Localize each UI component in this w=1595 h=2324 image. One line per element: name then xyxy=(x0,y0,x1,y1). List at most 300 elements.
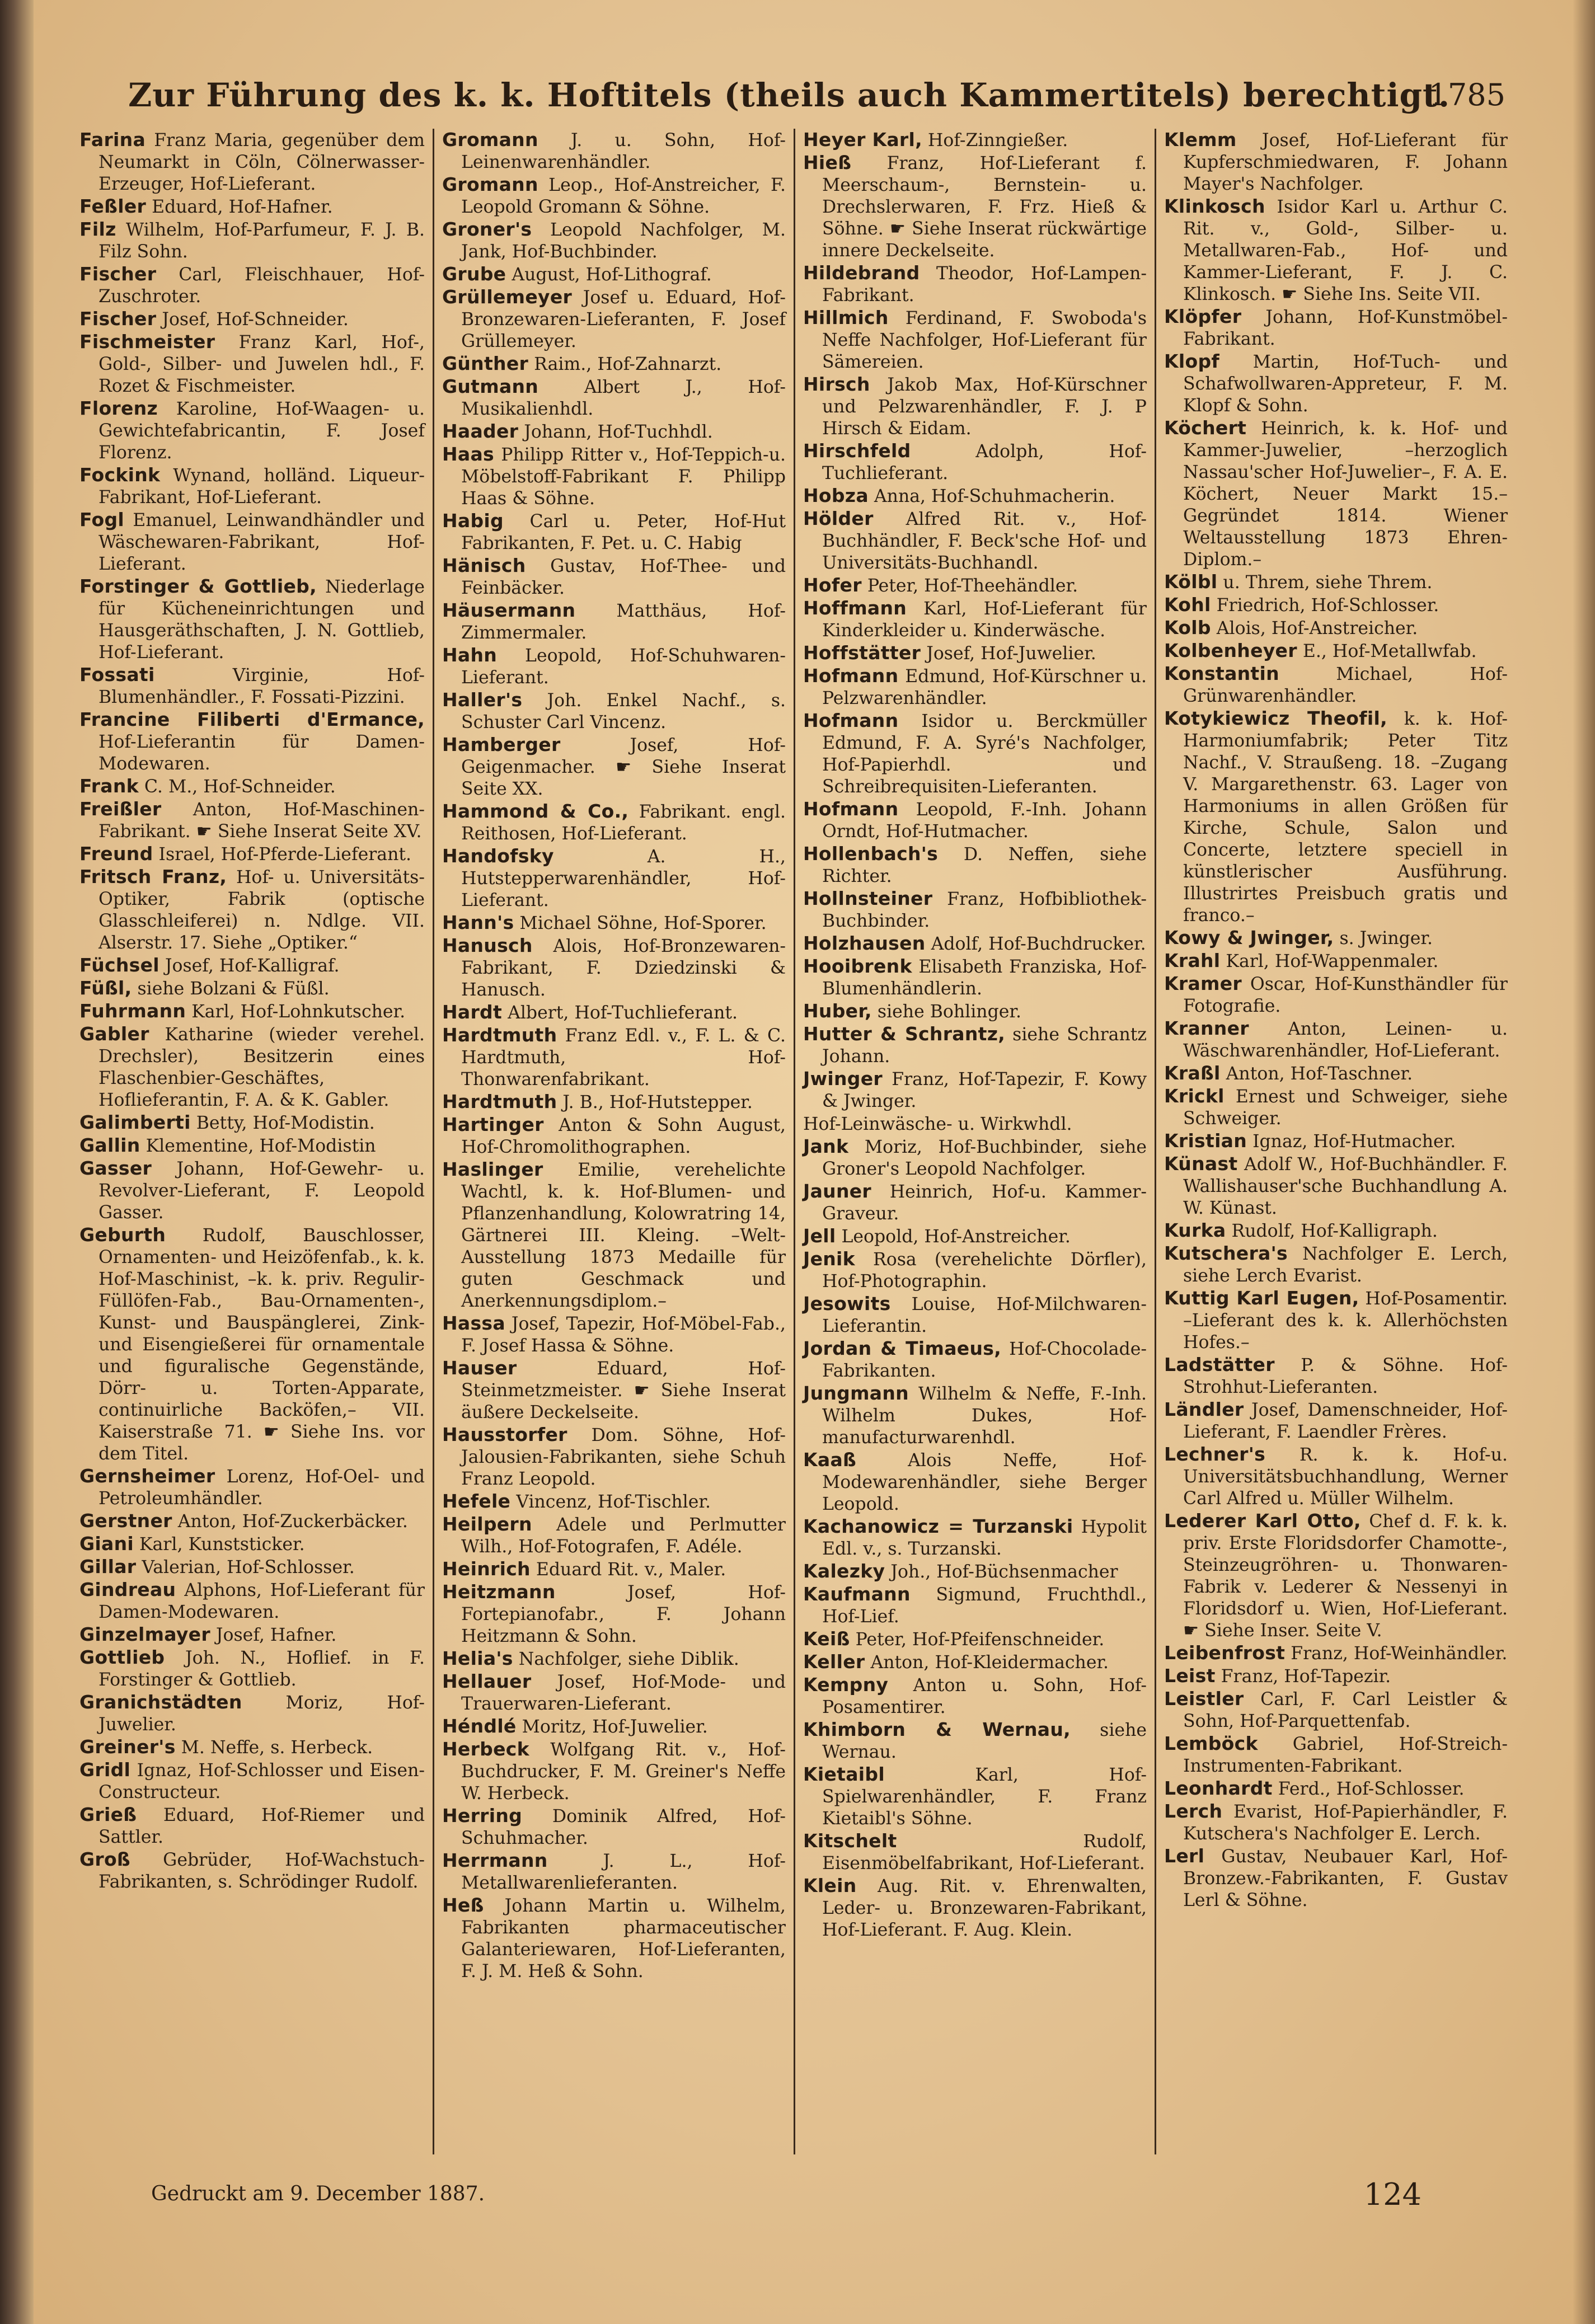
entry-text: siehe Wernau. xyxy=(822,1720,1147,1762)
entry-text: Dominik Alfred, Hof-Schuhmacher. xyxy=(461,1806,786,1848)
entry-text: Karl, Hof-Spielwarenhändler, F. Franz Kietaibl's Söhne. xyxy=(822,1765,1147,1829)
directory-entry xyxy=(1164,1642,1508,1665)
entry-name: Kramer xyxy=(1164,973,1242,994)
entry-text: A. H., Hutstepperwarenhändler, Hof-Lieferant. xyxy=(461,847,786,910)
entry-text: Adolf, Hof-Buchdrucker. xyxy=(925,934,1146,954)
entry-text: Moritz, Hof-Juwelier. xyxy=(516,1717,708,1737)
directory-entry xyxy=(1164,617,1508,640)
entry-name: Hölder xyxy=(803,508,874,529)
directory-entry xyxy=(442,1805,786,1849)
entry-name: Heinrich xyxy=(442,1558,531,1580)
directory-entry xyxy=(1164,129,1508,195)
directory-entry xyxy=(803,710,1147,798)
entry-name: Jesowits xyxy=(803,1293,891,1314)
entry-name: Kietaibl xyxy=(803,1763,885,1785)
entry-name: Groß xyxy=(79,1848,130,1870)
entry-name: Krahl xyxy=(1164,950,1221,971)
entry-name: Gromann xyxy=(442,173,538,195)
directory-entry xyxy=(803,129,1147,152)
directory-entry xyxy=(442,912,786,935)
directory-entry xyxy=(442,1424,786,1490)
entry-name: Helia's xyxy=(442,1647,513,1669)
entry-text: P. & Söhne. Hof-Strohhut-Lieferanten. xyxy=(1183,1355,1508,1397)
entry-name: Grieß xyxy=(79,1804,137,1825)
entry-name: Lederer Karl Otto, xyxy=(1164,1510,1361,1532)
entry-text: Rosa (verehelichte Dörfler), Hof-Photographin. xyxy=(822,1250,1147,1292)
entry-name: Kölbl xyxy=(1164,571,1218,593)
entry-name: Jenik xyxy=(803,1248,855,1270)
entry-text: Emanuel, Leinwandhändler und Wäschewaren-Fabrikant, Hof-Lieferant. xyxy=(98,510,425,574)
entry-text: Josef, Hof-Schneider. xyxy=(156,309,349,330)
directory-entry xyxy=(79,775,425,798)
directory-entry xyxy=(803,262,1147,307)
directory-entry xyxy=(1164,195,1508,306)
entry-name: Hofmann xyxy=(803,665,899,687)
directory-entry xyxy=(79,977,425,1000)
entry-text: Hof- u. Universitäts-Optiker, Fabrik (optische Glasschleiferei) n. Ndlge. VII. Alserstr. 17. Siehe „Optiker.“ xyxy=(98,867,425,953)
directory-entry xyxy=(803,1068,1147,1112)
entry-text: Karl, Hof-Lohnkutscher. xyxy=(186,1002,406,1022)
entry-name: Kaaß xyxy=(803,1449,857,1471)
entry-text: Nachfolger E. Lerch, siehe Lerch Evarist. xyxy=(1183,1244,1508,1286)
directory-entry xyxy=(1164,594,1508,617)
entry-name: Haller's xyxy=(442,689,523,711)
entry-text: Friedrich, Hof-Schlosser. xyxy=(1211,595,1439,616)
entry-name: Haader xyxy=(442,420,519,442)
entry-name: Kolbenheyer xyxy=(1164,640,1297,661)
directory-entry xyxy=(1164,1398,1508,1443)
entry-name: Fischer xyxy=(79,263,157,285)
entry-text: Albert J., Hof-Musikalienhdl. xyxy=(461,377,786,419)
directory-entry xyxy=(442,644,786,689)
entry-text: Adolph, Hof-Tuchlieferant. xyxy=(822,442,1147,483)
directory-entry xyxy=(442,218,786,263)
entry-text: Albert, Hof-Tuchlieferant. xyxy=(502,1003,738,1023)
directory-entry xyxy=(79,1579,425,1623)
directory-entry xyxy=(803,888,1147,932)
directory-entry xyxy=(442,1001,786,1024)
entry-text: Franz, Hof-Weinhändler. xyxy=(1285,1644,1508,1664)
entry-text: Josef, Hof-Fortepianofabr., F. Johann Heitzmann & Sohn. xyxy=(461,1583,786,1646)
entry-name: Khimborn & Wernau, xyxy=(803,1719,1071,1740)
directory-entry xyxy=(79,331,425,397)
directory-entry xyxy=(1164,571,1508,594)
entry-name: Klöpfer xyxy=(1164,306,1242,327)
entry-name: Krickl xyxy=(1164,1085,1225,1107)
directory-entry xyxy=(803,508,1147,574)
entry-name: Gillar xyxy=(79,1556,137,1577)
directory-entry xyxy=(803,1515,1147,1560)
entry-text: Anton, Hof-Maschinen-Fabrikant. ☛ Siehe Inserat Seite XV. xyxy=(98,800,425,842)
directory-entry xyxy=(1164,927,1508,950)
entry-name: Fischer xyxy=(79,308,157,330)
entry-name: Francine Filiberti d'Ermance, xyxy=(79,708,425,730)
directory-entry xyxy=(79,954,425,977)
directory-entry xyxy=(1164,1510,1508,1642)
entry-name: Geburth xyxy=(79,1224,166,1246)
directory-entry xyxy=(803,1583,1147,1628)
entry-text: siehe Schrantz Johann. xyxy=(822,1025,1147,1067)
entry-name: Lemböck xyxy=(1164,1733,1258,1754)
directory-entry xyxy=(442,1849,786,1894)
directory-entry xyxy=(79,218,425,263)
entry-text: Valerian, Hof-Schlosser. xyxy=(136,1557,355,1577)
directory-entry xyxy=(803,1719,1147,1763)
entry-name: Frank xyxy=(79,775,139,797)
entry-text: Adolf W., Hof-Buchhändler. F. Wallishauser'sche Buchhandlung A. W. Künast. xyxy=(1183,1154,1508,1218)
entry-text: Carl, F. Carl Leistler & Sohn, Hof-Parquettenfab. xyxy=(1183,1689,1508,1731)
directory-entry xyxy=(442,1558,786,1581)
directory-entry xyxy=(442,1715,786,1738)
page-edge-shadow xyxy=(1573,0,1595,2324)
entry-text: Alfred Rit. v., Hof-Buchhändler, F. Beck'sche Hof- und Universitäts-Buchhandl. xyxy=(822,509,1147,573)
entry-text: Leopold, F.-Inh. Johann Orndt, Hof-Hutmacher. xyxy=(822,800,1147,842)
entry-text: Virginie, Hof-Blumenhändler., F. Fossati-Pizzini. xyxy=(98,665,425,707)
entry-text: M. Neffe, s. Herbeck. xyxy=(175,1738,373,1758)
entry-text: Eduard, Hof-Hafner. xyxy=(146,197,333,217)
directory-entry xyxy=(79,664,425,708)
directory-entry xyxy=(1164,1219,1508,1242)
entry-text: Josef, Tapezir, Hof-Möbel-Fab., F. Josef Hassa & Söhne. xyxy=(461,1314,786,1356)
entry-name: Klopf xyxy=(1164,350,1220,372)
entry-text: Anton, Hof-Taschner. xyxy=(1220,1064,1413,1084)
directory-entry xyxy=(442,1581,786,1647)
entry-name: Hanusch xyxy=(442,935,533,956)
entry-text: Aug. Rit. v. Ehrenwalten, Leder- u. Bronzewaren-Fabrikant, Hof-Lieferant. F. Aug. Klein. xyxy=(822,1876,1147,1940)
entry-name: Leist xyxy=(1164,1665,1216,1687)
directory-entry xyxy=(803,1180,1147,1225)
entry-name: Künast xyxy=(1164,1153,1238,1175)
entry-text: Anton u. Sohn, Hof-Posamentirer. xyxy=(822,1675,1147,1717)
directory-entry xyxy=(803,1875,1147,1941)
entry-text: Ernest und Schweiger, siehe Schweiger. xyxy=(1183,1087,1508,1129)
entry-name: Hutter & Schrantz, xyxy=(803,1023,1006,1045)
directory-entry xyxy=(442,1091,786,1114)
directory-entry xyxy=(442,845,786,912)
entry-text: Matthäus, Hof-Zimmermaler. xyxy=(461,601,786,643)
entry-text: Ferd., Hof-Schlosser. xyxy=(1272,1779,1465,1799)
directory-entry xyxy=(79,1134,425,1157)
entry-name: Heilpern xyxy=(442,1513,532,1535)
entry-text: Eduard, Hof-Steinmetzmeister. ☛ Siehe Inserat äußere Deckelseite. xyxy=(461,1359,786,1422)
entry-name: Grüllemeyer xyxy=(442,286,573,308)
directory-entry xyxy=(803,440,1147,485)
directory-entry xyxy=(79,1224,425,1465)
entry-name: Kranner xyxy=(1164,1017,1249,1039)
entry-text: Joh. Enkel Nachf., s. Schuster Carl Vincenz. xyxy=(461,691,786,733)
entry-text: Edmund, Hof-Kürschner u. Pelzwarenhändler. xyxy=(822,666,1147,708)
entry-text: Franz Karl, Hof-, Gold-, Silber- und Juwelen hdl., F. Rozet & Fischmeister. xyxy=(98,332,425,396)
entry-name: Kutschera's xyxy=(1164,1242,1288,1264)
entry-text: C. M., Hof-Schneider. xyxy=(138,777,336,797)
entry-text: Michael Söhne, Hof-Sporer. xyxy=(514,913,767,933)
directory-entry xyxy=(79,1736,425,1759)
directory-entry xyxy=(1164,1733,1508,1777)
directory-entry xyxy=(442,1670,786,1715)
entry-name: Hieß xyxy=(803,152,852,173)
entry-name: Groner's xyxy=(442,218,532,240)
entry-text: J. B., Hof-Hutstepper. xyxy=(557,1092,753,1112)
entry-name: Keller xyxy=(803,1651,865,1673)
entry-name: Habig xyxy=(442,510,504,532)
directory-entry xyxy=(442,1513,786,1558)
entry-name: Florenz xyxy=(79,397,158,419)
entry-text: Rudolf, Bauschlosser, Ornamenten- und Heizöfenfab., k. k. Hof-Maschinist, –k. k. priv. Regulir-Füllöfen-Fab., Bau-Ornamenten-, Kunst- und Bauspänglerei, Zink- und Eisengießerei für ornamentale und figuralische Gegenstände, Dörr- u. Torten-Apparate, continuirliche Backöfen,– VII. Kaiserstraße 71. ☛ Siehe Ins. vor dem Titel. xyxy=(98,1226,425,1464)
directory-entry xyxy=(79,1556,425,1579)
entry-text: siehe Bolzani & Füßl. xyxy=(132,979,330,999)
entry-name: Kolb xyxy=(1164,617,1211,638)
entry-text: Hof-Posamentir. –Lieferant des k. k. Allerhöchsten Hofes.– xyxy=(1183,1289,1508,1353)
directory-entry xyxy=(79,798,425,843)
entry-text: u. Threm, siehe Threm. xyxy=(1217,572,1433,593)
entry-text: Moriz, Hof-Juwelier. xyxy=(98,1693,425,1735)
entry-name: Ladstätter xyxy=(1164,1354,1275,1375)
entry-text: Gustav, Neubauer Karl, Hof-Bronzew.-Fabrikanten, F. Gustav Lerl & Söhne. xyxy=(1183,1847,1508,1910)
directory-entry xyxy=(1164,1085,1508,1130)
entry-text: Leop., Hof-Anstreicher, F. Leopold Gromann & Söhne. xyxy=(461,175,786,217)
entry-text: Johann, Hof-Kunstmöbel-Fabrikant. xyxy=(1183,307,1508,349)
entry-text: Michael, Hof-Grünwarenhändler. xyxy=(1183,664,1508,706)
entry-name: Heß xyxy=(442,1894,484,1916)
entry-name: Jordan & Timaeus, xyxy=(803,1337,1002,1359)
entry-name: Hammond & Co., xyxy=(442,800,629,822)
entry-text: Betty, Hof-Modistin. xyxy=(190,1113,375,1133)
directory-entry xyxy=(442,1490,786,1513)
entry-text: Peter, Hof-Pfeifenschneider. xyxy=(850,1630,1105,1650)
entry-text: R. k. k. Hof-u. Universitätsbuchhandlung, Werner Carl Alfred u. Müller Wilhelm. xyxy=(1183,1445,1508,1509)
entry-text: Ignaz, Hof-Hutmacher. xyxy=(1247,1132,1456,1152)
directory-entry xyxy=(442,599,786,644)
entry-text: Chef d. F. k. k. priv. Erste Floridsdorfer Chamotte-, Steinzeugröhren- u. Thonwaren-Fabrik v. Lederer & Nessenyi in Floridsdorf u. Wien, Hof-Lieferant. ☛ Siehe Inser. Seite V. xyxy=(1183,1511,1508,1641)
entry-text: August, Hof-Lithograf. xyxy=(506,265,712,285)
entry-text: Ferdinand, F. Swoboda's Neffe Nachfolger, Hof-Lieferant für Sämereien. xyxy=(822,308,1147,372)
directory-entry xyxy=(1164,640,1508,663)
directory-columns xyxy=(72,129,1516,2154)
directory-entry xyxy=(803,665,1147,710)
entry-name: Herbeck xyxy=(442,1738,529,1760)
entry-text: Elisabeth Franziska, Hof-Blumenhändlerin. xyxy=(822,957,1147,999)
directory-entry xyxy=(803,1112,1147,1135)
directory-entry xyxy=(79,1000,425,1023)
directory-entry xyxy=(442,1024,786,1091)
entry-name: Fritsch Franz, xyxy=(79,866,227,888)
directory-entry xyxy=(442,689,786,734)
entry-text: Isidor Karl u. Arthur C. Rit. v., Gold-, Silber- u. Metallwaren-Fab., Hof- und Kammer-Lieferant, F. J. C. Klinkosch. ☛ Siehe Ins. Seite VII. xyxy=(1183,197,1508,304)
directory-entry xyxy=(442,1647,786,1670)
entry-name: Filz xyxy=(79,218,116,240)
entry-text: Raim., Hof-Zahnarzt. xyxy=(528,354,722,374)
entry-text: Josef, Damenschneider, Hof-Lieferant, F. Laendler Frères. xyxy=(1183,1400,1508,1442)
entry-name: Hardtmuth xyxy=(442,1091,557,1112)
entry-text: Hof-Chocolade-Fabrikanten. xyxy=(822,1339,1147,1381)
entry-text: Rudolf, Eisenmöbelfabrikant, Hof-Lieferant. xyxy=(822,1832,1147,1874)
directory-entry xyxy=(442,510,786,555)
directory-entry xyxy=(1164,1443,1508,1510)
entry-name: Herrmann xyxy=(442,1849,548,1871)
entry-name: Hooibrenk xyxy=(803,955,912,977)
directory-entry xyxy=(803,798,1147,843)
directory-entry xyxy=(803,1628,1147,1651)
entry-name: Ländler xyxy=(1164,1398,1244,1420)
entry-name: Forstinger & Gottlieb, xyxy=(79,575,317,597)
entry-name: Gerstner xyxy=(79,1510,172,1532)
directory-entry xyxy=(1164,1354,1508,1398)
entry-name: Feßler xyxy=(79,195,147,217)
directory-entry xyxy=(79,1759,425,1804)
column-4 xyxy=(1155,129,1516,2154)
entry-name: Hauser xyxy=(442,1357,517,1379)
entry-text: Wolfgang Rit. v., Hof-Buchdrucker, F. M. Greiner's Neffe W. Herbeck. xyxy=(461,1740,786,1804)
entry-text: Karl, Hof-Lieferant für Kinderkleider u. Kinderwäsche. xyxy=(822,599,1147,641)
directory-entry xyxy=(1164,663,1508,707)
entry-name: Hänisch xyxy=(442,555,526,576)
entry-text: siehe Bohlinger. xyxy=(871,1002,1021,1022)
entry-name: Holzhausen xyxy=(803,932,926,954)
directory-entry xyxy=(79,509,425,575)
entry-name: Hillmich xyxy=(803,307,889,328)
entry-name: Hann's xyxy=(442,912,514,933)
entry-name: Lechner's xyxy=(1164,1443,1266,1465)
directory-entry xyxy=(442,734,786,800)
directory-entry xyxy=(442,1114,786,1158)
entry-name: Füßl, xyxy=(79,977,132,999)
entry-name: Lerl xyxy=(1164,1845,1205,1867)
directory-entry xyxy=(442,1738,786,1805)
entry-name: Fossati xyxy=(79,664,155,686)
directory-entry xyxy=(442,443,786,510)
entry-name: Hartinger xyxy=(442,1114,544,1135)
entry-text: Martin, Hof-Tuch- und Schafwollwaren-Appreteur, F. M. Klopf & Sohn. xyxy=(1183,352,1508,416)
entry-name: Hofmann xyxy=(803,798,899,820)
entry-text: Nachfolger, siehe Diblik. xyxy=(513,1649,739,1669)
directory-entry xyxy=(803,307,1147,373)
entry-text: Klementine, Hof-Modistin xyxy=(140,1136,376,1156)
entry-name: Haas xyxy=(442,443,494,465)
entry-name: Gromann xyxy=(442,129,538,151)
directory-entry xyxy=(442,263,786,286)
entry-text: Franz Maria, gegenüber dem Neumarkt in Cöln, Cölnerwasser-Erzeuger, Hof-Lieferant. xyxy=(98,130,425,194)
entry-text: Karl, Hof-Wappenmaler. xyxy=(1220,951,1439,971)
entry-name: Fockink xyxy=(79,464,161,486)
entry-text: Karoline, Hof-Waagen- u. Gewichtefabricantin, F. Josef Florenz. xyxy=(98,399,425,463)
entry-text: J. u. Sohn, Hof-Leinenwarenhändler. xyxy=(461,130,786,172)
entry-name: Jungmann xyxy=(803,1382,909,1404)
entry-text: Peter, Hof-Theehändler. xyxy=(861,576,1078,596)
entry-name: Haslinger xyxy=(442,1158,543,1180)
directory-entry xyxy=(803,1337,1147,1382)
entry-text: Franz, Hof-Lieferant f. Meerschaum-, Bernstein- u. Drechslerwaren, F. Frz. Hieß & Söhne. ☛ Siehe Inserat rückwärtige innere Deckelseite. xyxy=(822,153,1147,261)
entry-name: Hollnsteiner xyxy=(803,888,933,909)
directory-entry xyxy=(803,1225,1147,1248)
entry-name: Huber, xyxy=(803,1000,872,1022)
entry-name: Hausstorfer xyxy=(442,1424,567,1445)
entry-name: Freund xyxy=(79,843,153,865)
directory-entry xyxy=(79,195,425,218)
page-number: 1785 xyxy=(1428,77,1505,112)
directory-entry xyxy=(803,373,1147,440)
entry-name: Hofmann xyxy=(803,710,899,731)
entry-text: Hypolit Edl. v., s. Turzanski. xyxy=(822,1517,1147,1559)
page-title: Zur Führung des k. k. Hoftitels (theils auch Kammertitels) berechtigt. xyxy=(128,76,1451,114)
entry-name: Leibenfrost xyxy=(1164,1642,1286,1664)
entry-text: Anton, Leinen- u. Wäschwarenhändler, Hof-Lieferant. xyxy=(1183,1019,1508,1061)
entry-text: Evarist, Hof-Papierhändler, F. Kutschera's Nachfolger E. Lerch. xyxy=(1183,1802,1508,1844)
entry-text: Hof-Zinngießer. xyxy=(922,130,1068,151)
entry-name: Lerch xyxy=(1164,1800,1223,1822)
directory-entry xyxy=(442,1312,786,1357)
entry-text: Josef, Hof-Kalligraf. xyxy=(159,956,340,976)
entry-name: Kuttig Karl Eugen, xyxy=(1164,1287,1359,1309)
entry-text: Ignaz, Hof-Schlosser und Eisen-Constructeur. xyxy=(98,1760,425,1802)
directory-entry xyxy=(442,353,786,375)
directory-entry xyxy=(803,574,1147,597)
directory-entry xyxy=(803,1674,1147,1719)
entry-text: Philipp Ritter v., Hof-Teppich-u. Möbelstoff-Fabrikant F. Philipp Haas & Söhne. xyxy=(461,445,786,509)
entry-name: Jell xyxy=(803,1225,836,1247)
directory-entry xyxy=(803,1000,1147,1023)
directory-entry xyxy=(803,1651,1147,1674)
entry-text: Karl, Kunststicker. xyxy=(133,1534,305,1555)
directory-entry xyxy=(79,129,425,195)
entry-name: Grube xyxy=(442,263,506,285)
entry-name: Hamberger xyxy=(442,734,561,755)
entry-text: D. Neffen, siehe Richter. xyxy=(822,844,1147,886)
entry-text: Carl, Fleischhauer, Hof-Zuschroter. xyxy=(98,265,425,307)
entry-text: Eduard Rit. v., Maler. xyxy=(530,1560,726,1580)
entry-name: Handofsky xyxy=(442,845,554,867)
directory-entry xyxy=(79,1623,425,1646)
entry-text: Gustav, Hof-Thee- und Feinbäcker. xyxy=(461,556,786,598)
directory-entry xyxy=(79,866,425,954)
entry-text: Eduard, Hof-Riemer und Sattler. xyxy=(98,1805,425,1847)
directory-entry xyxy=(1164,1688,1508,1733)
directory-entry xyxy=(1164,1242,1508,1287)
entry-name: Gabler xyxy=(79,1023,149,1045)
entry-name: Gernsheimer xyxy=(79,1465,215,1487)
entry-name: Fuhrmann xyxy=(79,1000,186,1022)
directory-entry xyxy=(79,464,425,509)
entry-text: Alois, Hof-Bronzewaren-Fabrikant, F. Dziedzinski & Hanusch. xyxy=(461,936,786,1000)
entry-name: Kristian xyxy=(1164,1130,1247,1152)
entry-text: Johann, Hof-Tuchhdl. xyxy=(518,422,713,442)
entry-name: Freißler xyxy=(79,798,162,820)
page-footer xyxy=(151,2177,1517,2222)
entry-name: Galimberti xyxy=(79,1111,191,1133)
entry-name: Klein xyxy=(803,1875,857,1896)
entry-name: Hoffmann xyxy=(803,597,907,619)
directory-entry xyxy=(79,308,425,331)
entry-text: Leopold, Hof-Anstreicher. xyxy=(836,1227,1071,1247)
entry-text: Josef, Hof-Geigenmacher. ☛ Siehe Inserat Seite XX. xyxy=(461,735,786,799)
entry-name: Kaufmann xyxy=(803,1583,911,1605)
directory-entry xyxy=(803,1293,1147,1337)
directory-entry xyxy=(803,1135,1147,1180)
directory-entry xyxy=(1164,1017,1508,1062)
entry-text: Alois Neffe, Hof-Modewarenhändler, siehe Berger Leopold. xyxy=(822,1450,1147,1514)
directory-entry xyxy=(79,1023,425,1111)
directory-entry xyxy=(1164,1287,1508,1354)
entry-text: Gebrüder, Hof-Wachstuch-Fabrikanten, s. Schrödinger Rudolf. xyxy=(98,1850,425,1892)
entry-name: Klemm xyxy=(1164,129,1237,151)
directory-entry xyxy=(79,843,425,866)
directory-entry xyxy=(803,1449,1147,1515)
directory-entry xyxy=(1164,350,1508,417)
entry-text: Jakob Max, Hof-Kürschner und Pelzwarenhändler, F. J. P Hirsch & Eidam. xyxy=(822,375,1147,439)
entry-text: Leopold, Hof-Schuhwaren-Lieferant. xyxy=(461,646,786,688)
entry-text: Anton, Hof-Zuckerbäcker. xyxy=(172,1511,408,1532)
entry-text: Heinrich, Hof-u. Kammer-Graveur. xyxy=(822,1182,1147,1224)
column-1 xyxy=(72,129,433,2154)
